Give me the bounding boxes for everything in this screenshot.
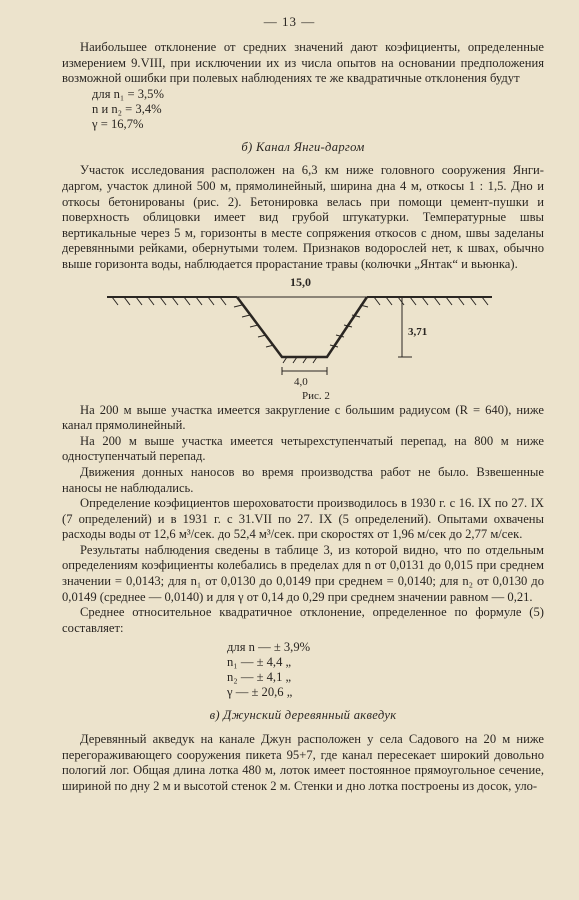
formula-line: n₁ — ± 4,4 „ [227, 655, 292, 670]
section-b-paragraph: Определение коэфициентов шероховатости производилось в 1930 г. с 16. IX по 27. IX (7 определений) и в 1931 г. с 31.VII по 27. IX (5 определений). Опытами охвачены расходы воды от 12,6 м³/сек. до 52,4 м³/сек. при скоростях от 1,96 м/сек до 2,77 м/сек. [62, 496, 544, 542]
section-b-paragraph: Результаты наблюдения сведены в таблице 3, из которой видно, что по отдельным определениям коэфициенты колебались в пределах для n от 0,0131 до 0,015 при среднем значении = 0,0143; для n₁ от 0,0130 до 0,0149 при среднем = 0,0140; для n₂ от 0,0130 до 0,0149 (среднее — 0,0140) и для γ от 0,14 до 0,29 при среднем значении равном — 0,21. [62, 542, 544, 604]
section-b-paragraph: Движения донных наносов во время производства работ не было. Взвешенные наносы не наблюдались. [62, 464, 544, 495]
text-body [62, 40, 544, 794]
section-b-paragraph: Участок исследования расположен на 6,3 км ниже головного сооружения Янги-даргом, участок длиной 500 м, прямолинейный, ширина дна 4 м, откосы 1 : 1,5. Дно и откосы бетонированы (рис. 2). Бетонировка велась при помощи цемент-пушки и поверхность облицовки имеет вид грубой штукатурки. Температурные швы вертикальные через 5 м, горизонты в месте сопряжения откосов с дном, швы заделаны деревянными рейками, обернутыми толем. Признаков водорослей нет, к швах, обычно выше горизонта воды, наблюдается прорастание травы (колючки „Янтак“ и вьюнка). [62, 163, 544, 271]
intro-stats [92, 87, 544, 132]
formula-line: n₂ — ± 4,1 „ [227, 670, 292, 685]
stat-line: γ = 16,7% [92, 116, 144, 131]
formula-line: γ — ± 20,6 „ [227, 685, 293, 700]
section-v-heading: в) Джунский деревянный акведук [209, 708, 397, 723]
page-number: — 13 — [263, 14, 316, 29]
deviation-formula [227, 640, 544, 700]
section-b-heading: б) Канал Янги-даргом [241, 139, 365, 154]
figure-depth-label: 3,71 [408, 325, 428, 338]
stat-line: n и n₂ = 3,4% [92, 101, 162, 116]
intro-paragraph: Наибольшее отклонение от средних значений дают коэфициенты, определенные измерением 9.VIII, при исключении их из числа опытов на основании предположения возможной ошибки при полевых наблюдениях те же квадратичные отклонения будут [62, 40, 544, 86]
section-b-paragraph: Среднее относительное квадратичное отклонение, определенное по формуле (5) составляет: [62, 605, 544, 635]
stat-line: для n₁ = 3,5% [92, 86, 164, 101]
figure-caption: Рис. 2 [302, 389, 330, 402]
figure-2 [62, 274, 544, 402]
formula-line: для n — ± 3,9% [227, 640, 311, 655]
figure-bottom-width-label: 4,0 [294, 375, 308, 388]
section-v-paragraph: Деревянный акведук на канале Джун расположен у села Садового на 20 м ниже перегораживающего сооружения пикета 95+7, где канал пересекает широкий довольно пологий лог. Общая длина лотка 480 м, лоток имеет постоянное прямоугольное сечение, шириной по дну 2 м и высотой стенок 2 м. Стенки и дно лотка построены из досок, уло- [62, 732, 544, 793]
figure-top-width-label: 15,0 [290, 274, 311, 289]
section-b-paragraph: На 200 м выше участка имеется четырехступенчатый перепад, на 800 м ниже одноступенчатый перепад. [62, 433, 544, 464]
section-b-paragraph: На 200 м выше участка имеется закругление с большим радиусом (R = 640), ниже канал прямолинейный. [62, 402, 544, 433]
